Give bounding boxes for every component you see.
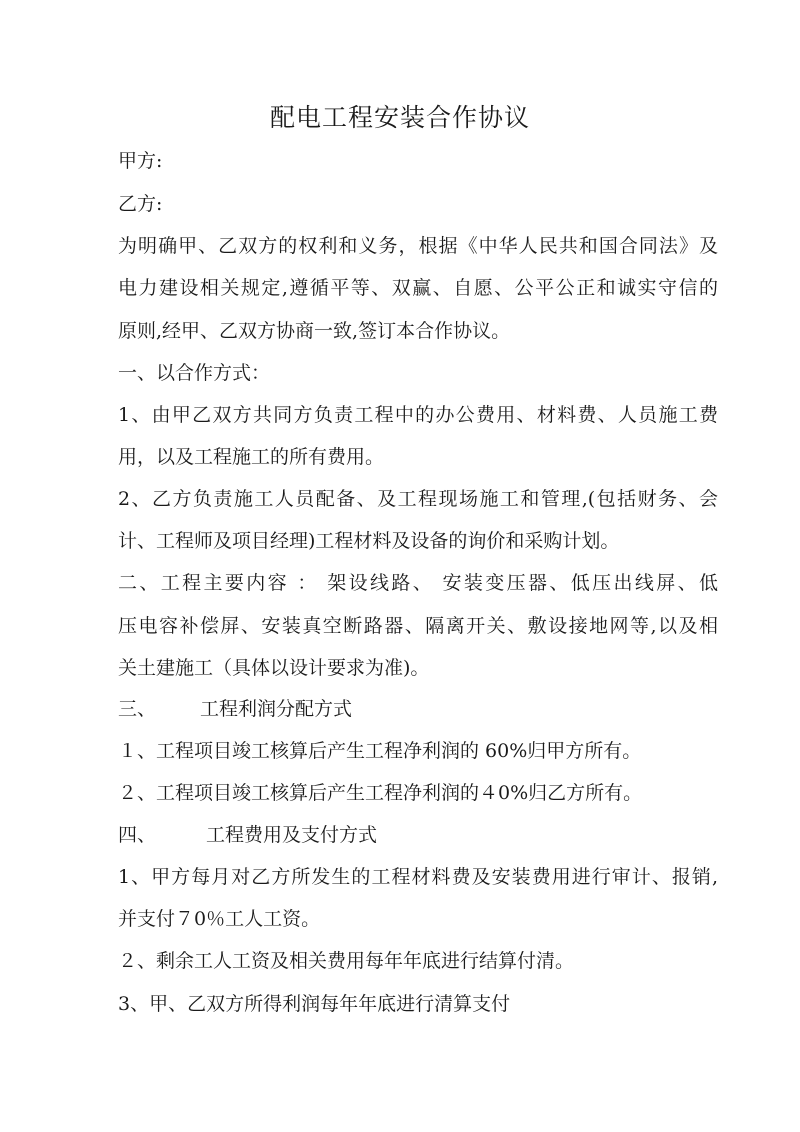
section-2-line-2: 压电容补偿屏、安装真空断路器、隔离开关、敷设接地网等,以及相 bbox=[118, 615, 718, 637]
section-3-heading: 工程利润分配方式 bbox=[200, 698, 353, 720]
section-1-item-2-line-1: 2、乙方负责施工人员配备、及工程现场施工和管理,(包括财务、会 bbox=[118, 488, 718, 510]
document-title: 配电工程安装合作协议 bbox=[269, 103, 530, 132]
section-3-heading-line bbox=[118, 694, 718, 724]
section-1-item-2-line-2: 计、工程师及项目经理)工程材料及设备的询价和采购计划。 bbox=[118, 530, 620, 552]
section-2-line-3: 关土建施工（具体以设计要求为准)。 bbox=[118, 657, 430, 679]
section-4-item-1-line-2: 并支付７0％工人工资。 bbox=[118, 908, 321, 930]
intro-line-1: 为明确甲、乙双方的权利和义务，根据《中华人民共和国合同法》及 bbox=[118, 235, 718, 257]
section-4-heading-line bbox=[118, 820, 718, 850]
section-2-content-a: 架设线路、 bbox=[327, 572, 435, 594]
section-2-line-1 bbox=[118, 568, 718, 598]
section-3-number: 三、 bbox=[118, 698, 157, 720]
party-b-label: 乙方: bbox=[118, 193, 163, 215]
section-1-item-1-line-1: 1、由甲乙双方共同方负责工程中的办公费用、材料费、人员施工费 bbox=[118, 404, 718, 426]
section-1-item-1-line-2: 用，以及工程施工的所有费用。 bbox=[118, 446, 385, 468]
section-3-item-2: ２、工程项目竣工核算后产生工程净利润的４0%归乙方所有。 bbox=[118, 782, 643, 804]
party-a-label: 甲方: bbox=[118, 150, 163, 172]
section-4-item-2: ２、剩余工人工资及相关费用每年年底进行结算付清。 bbox=[118, 950, 575, 972]
intro-line-2: 电力建设相关规定,遵循平等、双赢、自愿、公平公正和诚实守信的 bbox=[118, 277, 718, 299]
section-1-heading: 一、以合作方式： bbox=[118, 362, 271, 384]
section-4-item-1-line-1: 1、甲方每月对乙方所发生的工程材料费及安装费用进行审计、报销, bbox=[118, 866, 718, 888]
section-4-heading: 工程费用及支付方式 bbox=[206, 824, 378, 846]
section-4-item-3: 3、甲、乙双方所得利润每年年底进行清算支付 bbox=[118, 993, 511, 1015]
section-3-item-1: １、工程项目竣工核算后产生工程净利润的 60%归甲方所有。 bbox=[118, 740, 642, 762]
section-4-number: 四、 bbox=[118, 824, 157, 846]
section-2-heading: 二、工程主要内容 ： bbox=[118, 572, 319, 594]
section-2-content-b: 安装变压器、低压出线屏、低 bbox=[442, 572, 718, 594]
intro-line-3: 原则,经甲、乙双方协商一致,签订本合作协议。 bbox=[118, 320, 511, 342]
